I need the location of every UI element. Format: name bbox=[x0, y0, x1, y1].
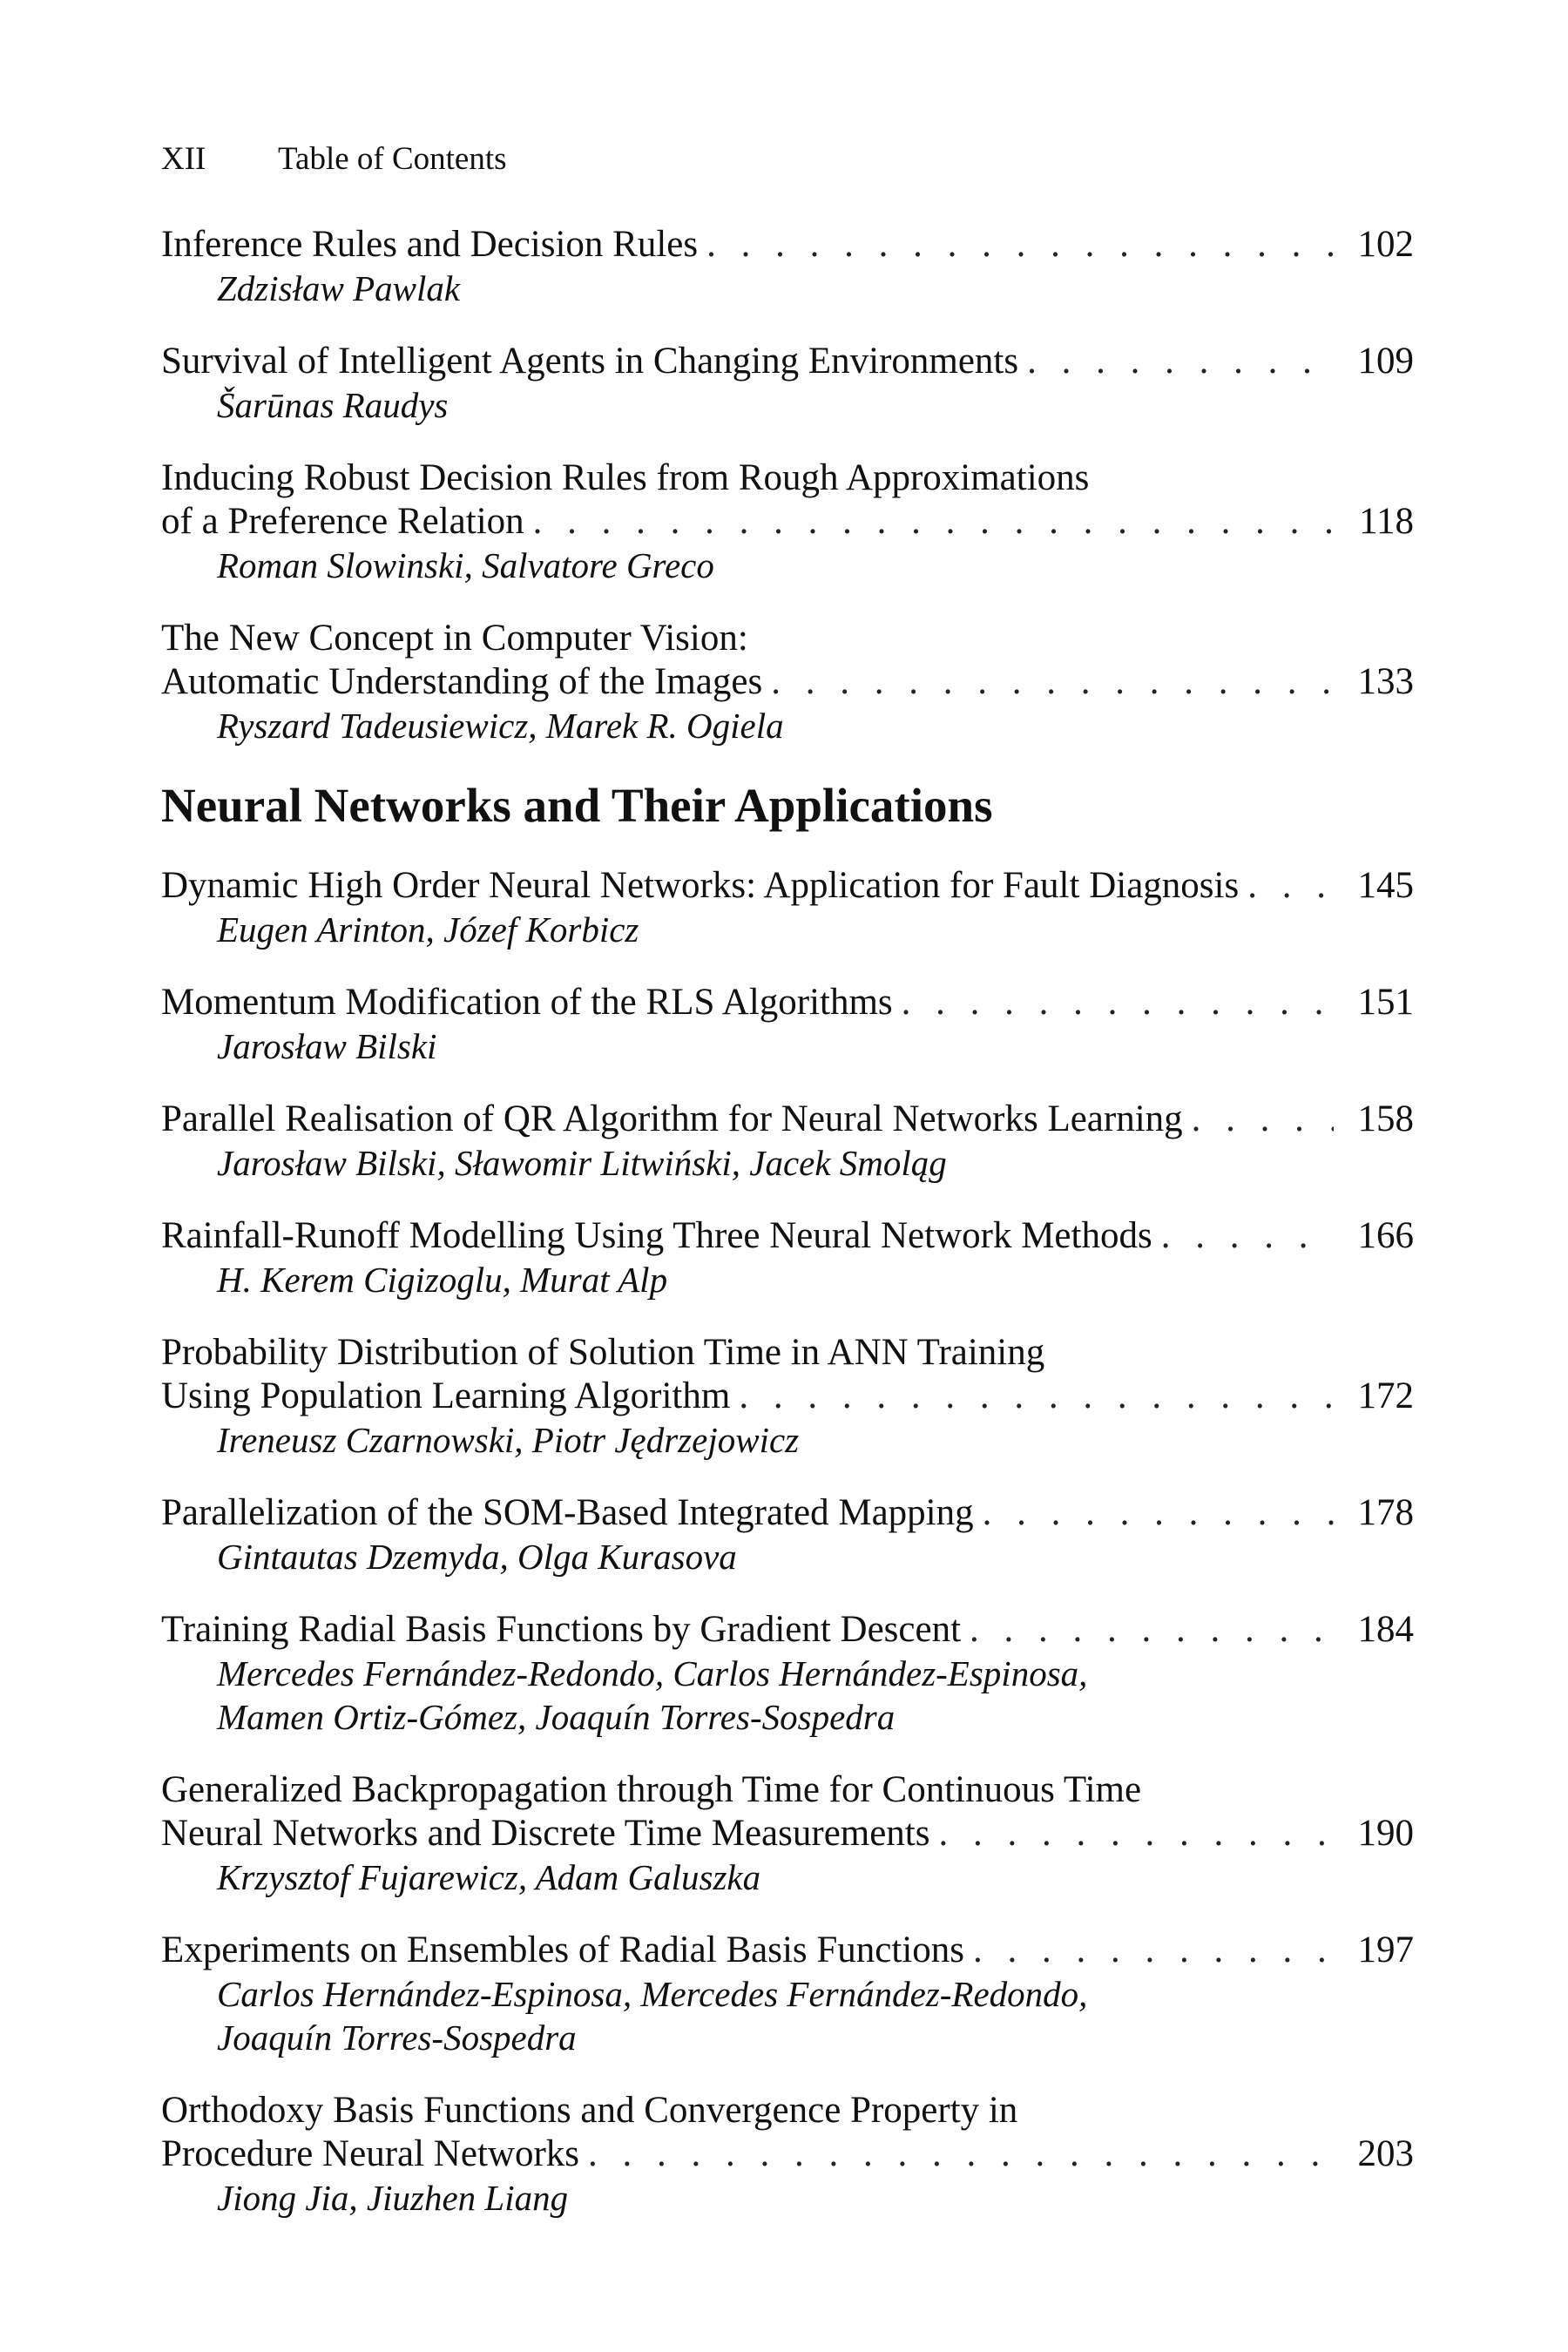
dot-leader bbox=[1239, 864, 1334, 908]
entry-page-number: 190 bbox=[1357, 1813, 1414, 1854]
entry-author-line: Krzysztof Fujarewicz, Adam Galuszka bbox=[217, 1857, 761, 1897]
entry-authors bbox=[161, 1652, 1414, 1739]
dot-leader bbox=[1152, 1214, 1334, 1258]
dot-leader bbox=[524, 500, 1334, 544]
dot-leader bbox=[698, 223, 1334, 267]
entry-title-row bbox=[161, 1375, 1414, 1418]
entry-title-line: Experiments on Ensembles of Radial Basis Functions bbox=[161, 1930, 965, 1970]
entry-page-number: 178 bbox=[1357, 1492, 1414, 1533]
toc-entry[interactable] bbox=[161, 340, 1414, 427]
entry-title-line: Generalized Backpropagation through Time for Continuous Time bbox=[161, 1769, 1142, 1810]
toc-entry[interactable] bbox=[161, 1331, 1414, 1462]
entry-author-line: Jiong Jia, Jiuzhen Liang bbox=[217, 2178, 569, 2218]
entry-title-line: Neural Networks and Discrete Time Measurements bbox=[161, 1813, 930, 1854]
entry-title-row bbox=[161, 864, 1414, 908]
entry-page-number: 158 bbox=[1357, 1098, 1414, 1139]
toc-entry[interactable] bbox=[161, 223, 1414, 310]
toc-entry[interactable] bbox=[161, 456, 1414, 587]
entry-page-number: 145 bbox=[1357, 865, 1414, 906]
dot-leader bbox=[964, 1929, 1334, 1972]
dot-leader bbox=[893, 981, 1334, 1024]
toc-entry[interactable] bbox=[161, 1768, 1414, 1899]
toc-entry[interactable] bbox=[161, 981, 1414, 1068]
entry-title-line: Procedure Neural Networks bbox=[161, 2133, 579, 2174]
entry-title-row bbox=[161, 223, 1414, 267]
toc-page bbox=[161, 138, 1414, 2249]
entry-author-line: Jarosław Bilski, Sławomir Litwiński, Jacek Smoląg bbox=[217, 1143, 947, 1183]
toc-entry[interactable] bbox=[161, 1098, 1414, 1185]
entry-page-number: 197 bbox=[1357, 1930, 1414, 1970]
entry-title-line: Training Radial Basis Functions by Gradient Descent bbox=[161, 1609, 962, 1650]
dot-leader bbox=[974, 1491, 1334, 1535]
toc-entry[interactable] bbox=[161, 617, 1414, 747]
toc-entry[interactable] bbox=[161, 1929, 1414, 2059]
entry-title-line: Probability Distribution of Solution Time in ANN Training bbox=[161, 1332, 1045, 1373]
entry-author-line: Jarosław Bilski bbox=[217, 1026, 437, 1066]
entry-title-line: Inference Rules and Decision Rules bbox=[161, 224, 699, 265]
entry-author-line: H. Kerem Cigizoglu, Murat Alp bbox=[217, 1260, 668, 1300]
toc-entry[interactable] bbox=[161, 1608, 1414, 1739]
entry-author-line: Zdzisław Pawlak bbox=[217, 268, 461, 308]
entry-title-line: Inducing Robust Decision Rules from Rough Approximations bbox=[161, 457, 1090, 498]
entry-title-line: Parallelization of the SOM-Based Integrated Mapping bbox=[161, 1492, 974, 1533]
toc-entry[interactable] bbox=[161, 2089, 1414, 2220]
entry-author-line: Gintautas Dzemyda, Olga Kurasova bbox=[217, 1537, 737, 1577]
entry-title-line: Dynamic High Order Neural Networks: Application for Fault Diagnosis bbox=[161, 865, 1240, 906]
entry-title-row bbox=[161, 2132, 1414, 2176]
running-head-page-number: XII bbox=[161, 141, 206, 177]
entry-author-line: Šarūnas Raudys bbox=[217, 385, 449, 425]
entry-authors bbox=[161, 1855, 1414, 1899]
entry-page-number: 172 bbox=[1357, 1375, 1414, 1416]
entry-title-row bbox=[161, 1214, 1414, 1258]
entry-page-number: 118 bbox=[1359, 501, 1414, 542]
toc-entry[interactable] bbox=[161, 1491, 1414, 1578]
entry-author-line: Roman Slowinski, Salvatore Greco bbox=[217, 545, 714, 585]
entry-title-line: Automatic Understanding of the Images bbox=[161, 661, 763, 702]
entry-title-line: Momentum Modification of the RLS Algorithms bbox=[161, 982, 893, 1023]
entry-page-number: 102 bbox=[1357, 224, 1414, 265]
entry-title-row bbox=[161, 1491, 1414, 1535]
entry-title-row bbox=[161, 1608, 1414, 1652]
entry-authors bbox=[161, 383, 1414, 427]
entry-authors bbox=[161, 1024, 1414, 1068]
entry-title-line: Rainfall-Runoff Modelling Using Three Neural Network Methods bbox=[161, 1215, 1152, 1256]
running-head bbox=[161, 138, 1414, 181]
entry-page-number: 184 bbox=[1357, 1609, 1414, 1650]
dot-leader bbox=[1183, 1098, 1334, 1141]
entry-author-line: Mercedes Fernández-Redondo, Carlos Hernández-Espinosa, bbox=[217, 1653, 1088, 1693]
entry-authors bbox=[161, 544, 1414, 587]
entry-authors bbox=[161, 1535, 1414, 1578]
entry-authors bbox=[161, 1141, 1414, 1185]
entry-author-line: Joaquín Torres-Sospedra bbox=[217, 2017, 577, 2058]
entry-title-row bbox=[161, 1929, 1414, 1972]
entry-authors bbox=[161, 1258, 1414, 1301]
entry-authors bbox=[161, 704, 1414, 747]
dot-leader bbox=[762, 660, 1334, 704]
dot-leader bbox=[579, 2132, 1334, 2176]
entry-title-line: Using Population Learning Algorithm bbox=[161, 1375, 731, 1416]
entry-title-line: Parallel Realisation of QR Algorithm for Neural Networks Learning bbox=[161, 1098, 1183, 1139]
entry-title-row bbox=[161, 340, 1414, 383]
entry-title-line: Orthodoxy Basis Functions and Convergence Property in bbox=[161, 2090, 1018, 2131]
entry-title-row bbox=[161, 660, 1414, 704]
entry-author-line: Ireneusz Czarnowski, Piotr Jędrzejowicz bbox=[217, 1420, 800, 1460]
entry-title-row bbox=[161, 981, 1414, 1024]
dot-leader bbox=[730, 1375, 1334, 1418]
section-heading: Neural Networks and Their Applications bbox=[161, 779, 993, 832]
entry-page-number: 109 bbox=[1357, 341, 1414, 382]
toc-entry[interactable] bbox=[161, 1214, 1414, 1301]
entry-authors bbox=[161, 2176, 1414, 2220]
entry-title-line: The New Concept in Computer Vision: bbox=[161, 618, 748, 659]
entry-authors bbox=[161, 908, 1414, 951]
dot-leader bbox=[930, 1812, 1335, 1855]
entry-page-number: 133 bbox=[1357, 661, 1414, 702]
entry-page-number: 203 bbox=[1357, 2133, 1414, 2174]
entry-authors bbox=[161, 267, 1414, 310]
running-head-title: Table of Contents bbox=[278, 141, 507, 177]
entry-author-line: Carlos Hernández-Espinosa, Mercedes Fernández-Redondo, bbox=[217, 1974, 1088, 2014]
entry-authors bbox=[161, 1418, 1414, 1462]
entry-author-line: Ryszard Tadeusiewicz, Marek R. Ogiela bbox=[217, 706, 784, 746]
toc-entries-before-section bbox=[161, 223, 1414, 747]
entry-title-row bbox=[161, 500, 1414, 544]
entry-title-line: of a Preference Relation bbox=[161, 501, 524, 542]
entry-title-row bbox=[161, 1098, 1414, 1141]
toc-entries-neural-networks bbox=[161, 864, 1414, 2220]
entry-author-line: Mamen Ortiz-Gómez, Joaquín Torres-Sospedra bbox=[217, 1697, 896, 1737]
toc-entry[interactable] bbox=[161, 864, 1414, 951]
entry-title-row bbox=[161, 1812, 1414, 1855]
entry-page-number: 151 bbox=[1357, 982, 1414, 1023]
entry-authors bbox=[161, 1972, 1414, 2059]
entry-author-line: Eugen Arinton, Józef Korbicz bbox=[217, 909, 639, 950]
entry-page-number: 166 bbox=[1357, 1215, 1414, 1256]
dot-leader bbox=[1018, 340, 1334, 383]
dot-leader bbox=[961, 1608, 1334, 1652]
entry-title-line: Survival of Intelligent Agents in Changing Environments bbox=[161, 341, 1019, 382]
